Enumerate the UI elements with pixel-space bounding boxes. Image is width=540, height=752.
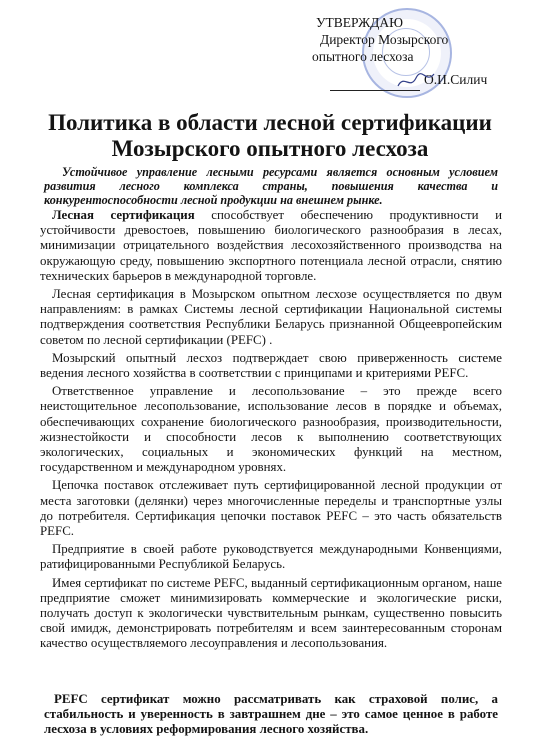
paragraph: Цепочка поставок отслеживает путь сертифицированной лесной продукции от места заготовки (делянки) через многочисленные переделы и транспортные узлы до потребителя. Сертификация цепочки поставок PEFC – это часть обязательств PEFC. [40, 478, 502, 539]
title-line-1: Политика в области лесной сертификации [48, 110, 492, 135]
paragraph: Имея сертификат по системе PEFC, выданный сертификационным органом, наше предприятие сможет минимизировать коммерческие и экологические риски, получать доступ к экологически чувствительным рынкам, существенно повысить свой имидж, демонстрировать потребителям и всем заинтересованным сторонам качество осуществляемого лесоуправления и лесопользования. [40, 575, 502, 651]
closing-statement: PEFC сертификат можно рассматривать как страховой полис, а стабильность и уверенность в завтрашнем дне – это самое ценное в работе лесхоза в условиях реформирования лесного хозяйства. [44, 692, 498, 737]
title-line-2: Мозырского опытного лесхоза [111, 136, 429, 161]
paragraph: Лесная сертификация в Мозырском опытном лесхозе осуществляется по двум направлениям: в рамках Системы лесной сертификации Национальной системы подтверждения соответствия Республики Беларусь признанной Общеевропейским советом по лесной сертификации (PEFC) . [40, 287, 502, 347]
approval-position: Директор Мозырского [320, 32, 449, 47]
paragraph-lead: Лесная сертификация [52, 208, 195, 222]
paragraph: Ответственное управление и лесопользование – это прежде всего неистощительное лесопользование, использование лесов в порядке и объемах, обеспечивающих сохранение биологического разнообразия, производительности, жизнестойкости и способности лесов к выполнению соответствующих экологических, социальных и экономических функций на местном, государственном и международном уровнях. [40, 384, 502, 475]
paragraph: Предприятие в своей работе руководствуется международными Конвенциями, ратифицированными Республикой Беларусь. [40, 542, 502, 572]
approval-heading: УТВЕРЖДАЮ [316, 15, 404, 30]
page-title [0, 110, 540, 162]
paragraph: Лесная сертификация способствует обеспечению продуктивности и устойчивости древостоев, повышению биологического разнообразия в лесах, минимизации отрицательного воздействия лесохозяйственного производства на окружающую среду, повышению экспортного потенциала лесной отрасли, снятию технических барьеров в международной торговле. [40, 208, 502, 283]
handwritten-signature [396, 70, 436, 92]
approval-organization: опытного лесхоза [312, 49, 414, 64]
paragraph: Мозырский опытный лесхоз подтверждает свою приверженность системе ведения лесного хозяйства в соответствии с принципами и критериями PEFC. [40, 350, 502, 381]
policy-body [40, 208, 502, 655]
intro-paragraph: Устойчивое управление лесными ресурсами является основным условием развития лесного комплекса страны, повышения качества и конкурентоспособности лесной продукции на внешнем рынке. [44, 165, 498, 207]
approval-signatory: О.И.Силич [424, 72, 488, 87]
